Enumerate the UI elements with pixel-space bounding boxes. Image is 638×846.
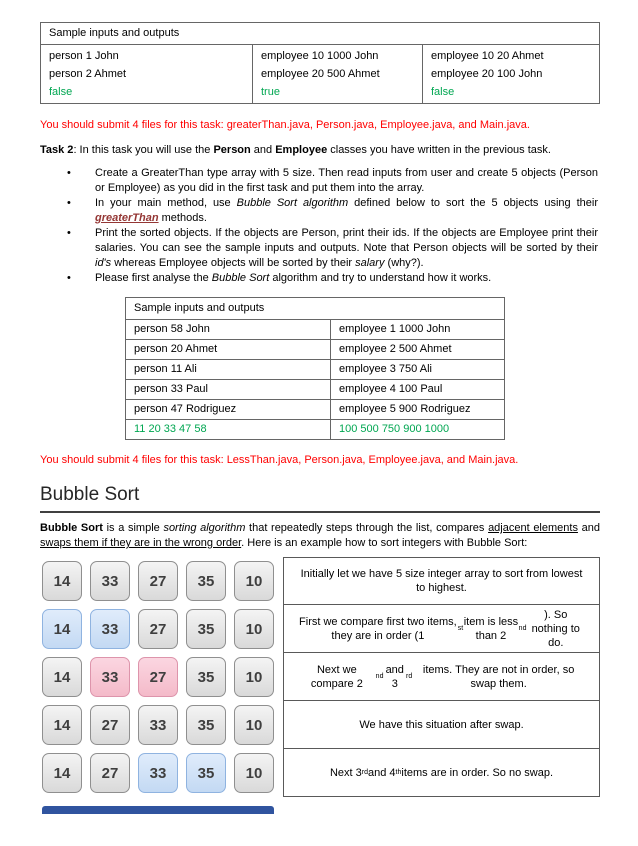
table1-cell-employee-1 [253, 45, 423, 104]
array-row [40, 749, 283, 797]
io-line: employee 10 1000 John [261, 50, 379, 62]
array-row [40, 701, 283, 749]
submit-note-1: You should submit 4 files for this task: greaterThan.java, Person.java, Employee.java, and Main.java. [40, 119, 530, 131]
array-cell: 10 [234, 753, 274, 793]
table-row [126, 400, 505, 420]
table-cell: person 33 Paul [126, 380, 331, 400]
table2-caption: Sample inputs and outputs [126, 298, 505, 320]
array-cell: 35 [186, 561, 226, 601]
table-cell: person 11 Ali [126, 360, 331, 380]
bubble-sort-description: Bubble Sort is a simple sorting algorithm that repeatedly steps through the list, compares adjacent elements and swaps them if they are in the wrong order. Here is an example how to sort integers with Bubble Sort: [40, 522, 600, 549]
table-row [126, 360, 505, 380]
io-result: 11 20 33 47 58 [126, 420, 331, 440]
array-cell: 35 [186, 753, 226, 793]
step-description: First we compare first two items, they are in order (1 st item is less than 2 nd ). So nothing to do. [283, 605, 600, 653]
io-result: 100 500 750 900 1000 [331, 420, 505, 440]
demo-row [40, 749, 600, 797]
array-cell: 33 [90, 561, 130, 601]
array-cell: 27 [138, 657, 178, 697]
array-cell: 33 [138, 753, 178, 793]
table1-cell-employee-2 [423, 45, 600, 104]
heading-rule [40, 511, 600, 513]
io-result: false [431, 86, 455, 98]
table-cell: employee 2 500 Ahmet [331, 340, 505, 360]
array-cell: 27 [90, 705, 130, 745]
array-row [40, 653, 283, 701]
submit-note-2: You should submit 4 files for this task: LessThan.java, Person.java, Employee.java, and Main.java. [40, 454, 519, 466]
array-cell: 33 [90, 609, 130, 649]
io-result: true [261, 86, 280, 98]
array-cell: 14 [42, 705, 82, 745]
next-step-preview-strip [42, 806, 274, 814]
table-row [126, 380, 505, 400]
array-cell: 27 [90, 753, 130, 793]
bullet-item: • Please first analyse the Bubble Sort algorithm and try to understand how it works. [95, 271, 598, 286]
array-cell: 14 [42, 561, 82, 601]
table-cell: person 20 Ahmet [126, 340, 331, 360]
task2-bullet-list [40, 166, 600, 286]
array-cell: 10 [234, 705, 274, 745]
table-row-result [126, 420, 505, 440]
table-cell: employee 3 750 Ali [331, 360, 505, 380]
array-cell: 27 [138, 561, 178, 601]
bubble-sort-demo [40, 557, 600, 797]
table-cell: employee 5 900 Rodriguez [331, 400, 505, 420]
sample-io-table-2 [125, 297, 505, 440]
demo-row [40, 701, 600, 749]
table-cell: person 58 John [126, 320, 331, 340]
step-description: Next we compare 2 nd and 3 rd items. They are not in order, so swap them. [283, 653, 600, 701]
table-row [126, 340, 505, 360]
bullet-item: • In your main method, use Bubble Sort algorithm defined below to sort the 5 objects using their greaterThan methods. [95, 196, 598, 226]
io-line: employee 20 100 John [431, 68, 543, 80]
array-cell: 14 [42, 753, 82, 793]
demo-row [40, 557, 600, 605]
table-row [126, 320, 505, 340]
array-cell: 27 [138, 609, 178, 649]
bullet-item: • Print the sorted objects. If the objects are Person, print their ids. If the objects are Employee print their salaries. You can see the sample inputs and outputs. Note that Person objects will be sorted by their id's whereas Employee objects will be sorted by their salary (why?). [95, 226, 598, 271]
array-cell: 33 [90, 657, 130, 697]
table-cell: person 47 Rodriguez [126, 400, 331, 420]
table-cell: employee 4 100 Paul [331, 380, 505, 400]
demo-row [40, 605, 600, 653]
array-cell: 10 [234, 561, 274, 601]
table1-cell-person [41, 45, 253, 104]
step-description: Next 3 rd and 4 th items are in order. So no swap. [283, 749, 600, 797]
array-cell: 35 [186, 705, 226, 745]
array-cell: 14 [42, 609, 82, 649]
io-line: employee 10 20 Ahmet [431, 50, 544, 62]
bubble-sort-heading: Bubble Sort [40, 484, 140, 505]
step-description: We have this situation after swap. [283, 701, 600, 749]
array-cell: 14 [42, 657, 82, 697]
array-cell: 10 [234, 609, 274, 649]
table1-caption: Sample inputs and outputs [41, 23, 600, 45]
io-line: person 2 Ahmet [49, 68, 127, 80]
sample-io-table-1 [40, 22, 600, 104]
array-cell: 10 [234, 657, 274, 697]
array-cell: 35 [186, 657, 226, 697]
table-cell: employee 1 1000 John [331, 320, 505, 340]
array-cell: 35 [186, 609, 226, 649]
demo-row [40, 653, 600, 701]
array-row [40, 605, 283, 653]
array-cell: 33 [138, 705, 178, 745]
io-line: person 1 John [49, 50, 119, 62]
array-row [40, 557, 283, 605]
io-result: false [49, 86, 73, 98]
io-line: employee 20 500 Ahmet [261, 68, 380, 80]
task2-intro: Task 2: In this task you will use the Person and Employee classes you have written in the previous task. [40, 144, 551, 156]
step-description: Initially let we have 5 size integer array to sort from lowest to highest. [283, 557, 600, 605]
bullet-item: • Create a GreaterThan type array with 5 size. Then read inputs from user and create 5 objects (Person or Employee) as you did in the first task and put them into the array. [95, 166, 598, 196]
